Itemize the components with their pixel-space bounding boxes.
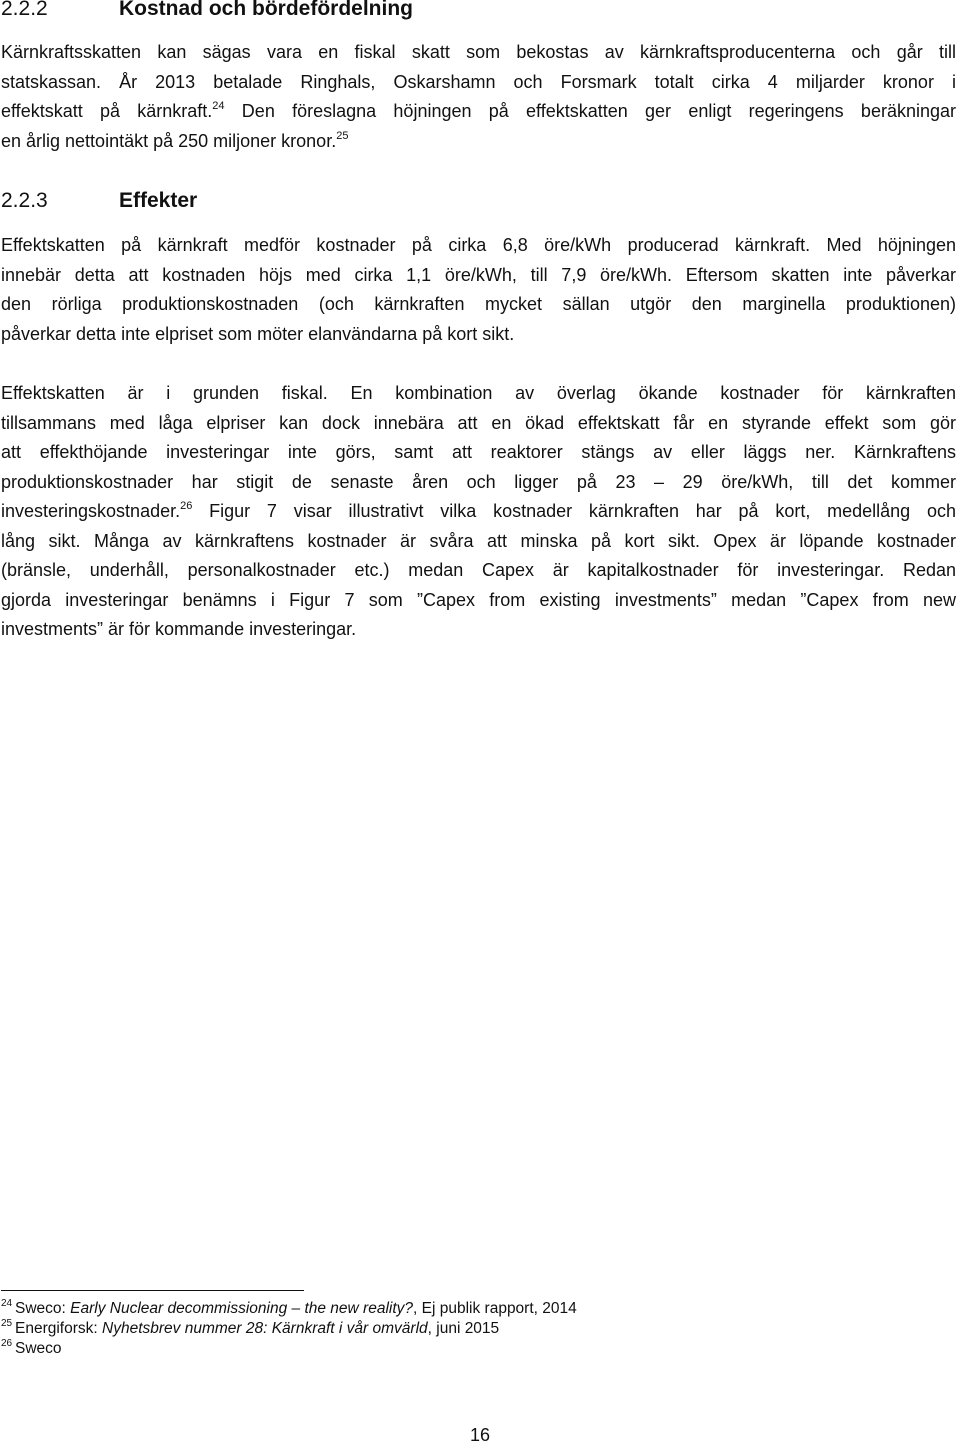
footnote-title: Nyhetsbrev nummer 28: Kärnkraft i vår omvärld: [102, 1320, 428, 1337]
text-line: [1, 497, 956, 527]
footnote-ref-26[interactable]: 26: [180, 500, 193, 512]
footnote-source: Energiforsk:: [15, 1320, 103, 1337]
footnote-ref-25[interactable]: 25: [336, 129, 349, 142]
text-line: lång sikt. Många av kärnkraftens kostnader är svåra att minska på kort sikt. Opex är löpande kostnader: [1, 530, 956, 551]
text-line: produktionskostnader har stigit de senaste åren och ligger på 23 – 29 öre/kWh, till det kommer: [1, 471, 956, 492]
text-line: tillsammans med låga elpriser kan dock innebära att en ökad effektskatt får en styrande effekt som gör: [1, 412, 956, 433]
text-line: påverkar detta inte elpriset som möter elanvändarna på kort sikt.: [1, 323, 515, 344]
text-line: Kärnkraftsskatten kan sägas vara en fiskal skatt som bekostas av kärnkraftsproducenterna och går till: [1, 42, 956, 62]
section-title: Effekter: [119, 189, 198, 212]
text-line: Effektskatten är i grunden fiskal. En kombination av överlag ökande kostnader för kärnkraften: [1, 383, 956, 403]
footnote-details: , Ej publik rapport, 2014: [413, 1300, 577, 1317]
text-segment: Den föreslagna höjningen på effektskatten ger enligt regeringens beräkningar: [224, 101, 956, 121]
text-line: Effektskatten på kärnkraft medför kostnader på cirka 6,8 öre/kWh producerad kärnkraft. Med höjningen: [1, 235, 956, 255]
text-line: [1, 97, 956, 127]
footnote-26: $^{26}$ Sweco: [1, 1338, 62, 1357]
footnotes: [1, 1299, 577, 1359]
text-segment: Figur 7 visar illustrativt vilka kostnader kärnkraften har på kort, medellång och: [192, 501, 956, 521]
text-line: den rörliga produktionskostnaden (och kärnkraften mycket sällan utgör den marginella produktionen): [1, 294, 956, 314]
section-number: 2.2.3: [1, 189, 48, 212]
section-heading-2-2-3: [1, 189, 197, 213]
paragraph-cost-distribution: [1, 38, 956, 156]
section-heading-2-2-2: [1, 0, 413, 21]
footnote-24: $^{24}$ Sweco: Early Nuclear decommissioning – the new reality?, Ej publik rapport, 2014: [1, 1298, 577, 1317]
footnote-ref-24[interactable]: 24: [212, 100, 225, 112]
text-line: innebär detta att kostnaden höjs med cirka 1,1 öre/kWh, till 7,9 öre/kWh. Eftersom skatten inte påverkar: [1, 264, 956, 285]
footnote-source: Sweco: [15, 1340, 62, 1357]
text-segment: en årlig nettointäkt på 250 miljoner kronor.: [1, 130, 337, 151]
footnote-source: Sweco:: [15, 1300, 71, 1317]
paragraph-effects-1: [1, 231, 956, 349]
footnote-title: Early Nuclear decommissioning – the new reality?: [70, 1300, 414, 1317]
page-number: 16: [469, 1425, 491, 1445]
text-line: att effekthöjande investeringar inte görs, samt att reaktorer stängs av eller läggs ner. Kärnkraftens: [1, 442, 956, 462]
section-title: Kostnad och bördefördelning: [119, 0, 413, 20]
footnote-25: $^{25}$ Energiforsk: Nyhetsbrev nummer 28: Kärnkraft i vår omvärld, juni 2015: [1, 1318, 500, 1337]
text-segment: investeringskostnader.: [1, 501, 181, 521]
text-line: statskassan. År 2013 betalade Ringhals, Oskarshamn och Forsmark totalt cirka 4 miljarder kronor i: [1, 71, 956, 92]
section-number: 2.2.2: [1, 0, 48, 20]
text-line: investments” är för kommande investeringar.: [1, 619, 357, 639]
text-line: gjorda investeringar benämns i Figur 7 som ”Capex from existing investments” medan ”Capex from new: [1, 589, 956, 610]
text-line: [1, 127, 956, 157]
footnote-separator: [1, 1290, 304, 1291]
footnote-details: , juni 2015: [427, 1320, 500, 1337]
text-segment: effektskatt på kärnkraft.: [1, 101, 213, 121]
text-line: (bränsle, underhåll, personalkostnader etc.) medan Capex är kapitalkostnader för investeringar. Redan: [1, 560, 956, 580]
paragraph-effects-2: [1, 379, 956, 645]
